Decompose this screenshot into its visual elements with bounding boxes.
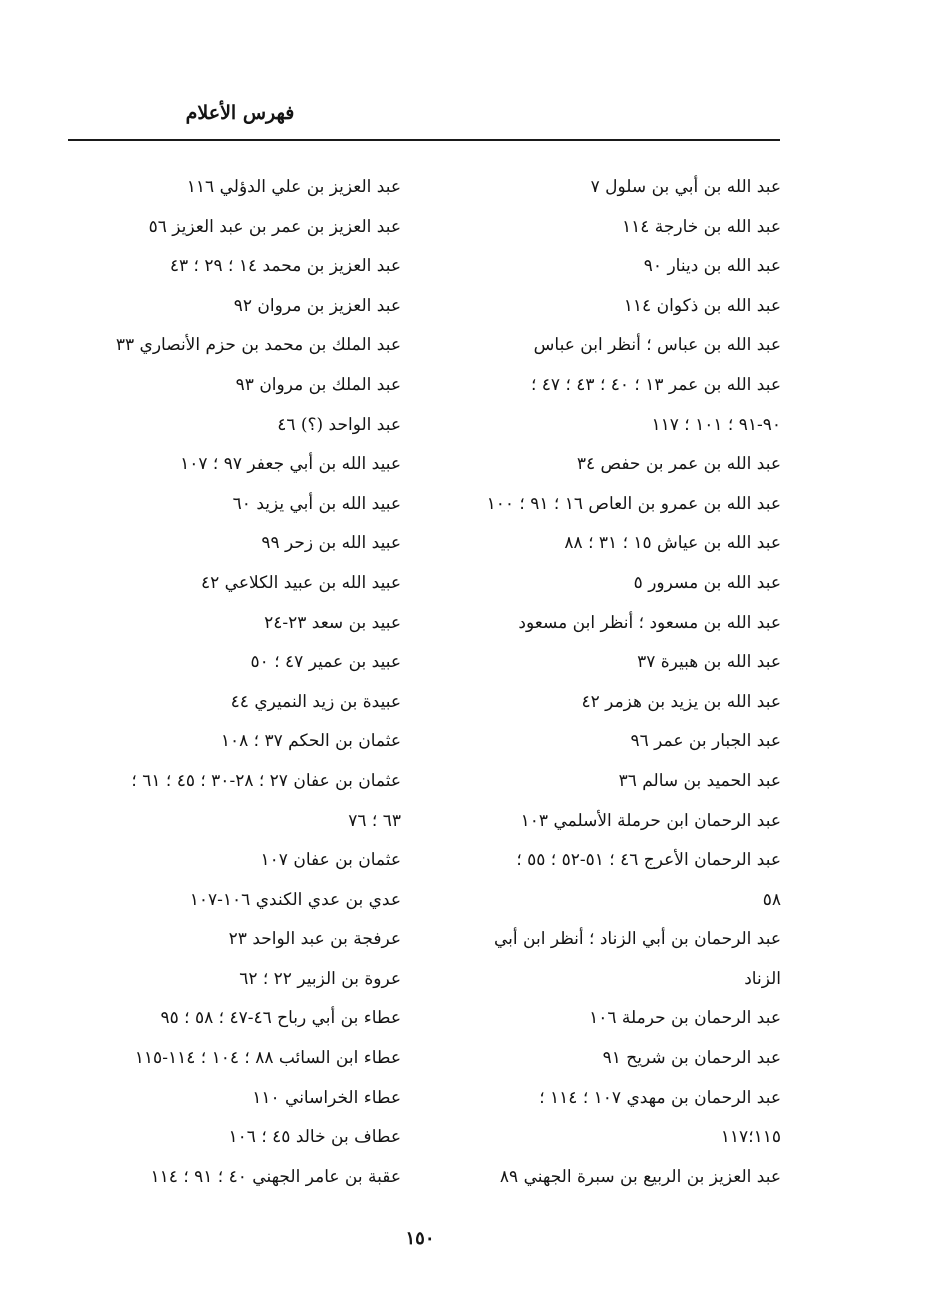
index-entry: عبد الحميد بن سالم ٣٦ [618,770,781,791]
index-entry: ٦٣ ؛ ٧٦ [348,810,401,831]
index-entry: عبد الله بن عمرو بن العاص ١٦ ؛ ٩١ ؛ ١٠٠ [486,493,781,514]
index-entry: عبد الرحمان الأعرج ٤٦ ؛ ٥١-٥٢ ؛ ٥٥ ؛ [516,850,781,871]
index-entry: عبد الله بن خارجة ١١٤ [621,216,781,237]
header-rule [68,139,780,141]
index-entry: عبد الله بن عياش ١٥ ؛ ٣١ ؛ ٨٨ [564,533,781,554]
index-entry: عثمان بن عفان ٢٧ ؛ ٢٨-٣٠ ؛ ٤٥ ؛ ٦١ ؛ [131,770,401,791]
index-entry: ٥٨ [762,889,781,910]
index-entry: عبد الله بن مسعود ؛ أنظر ابن مسعود [518,612,781,633]
index-entry: عروة بن الزبير ٢٢ ؛ ٦٢ [239,968,401,989]
index-entry: عثمان بن الحكم ٣٧ ؛ ١٠٨ [220,731,401,752]
index-entry: عبد الواحد (؟) ٤٦ [277,414,401,435]
index-entry: عطاف بن خالد ٤٥ ؛ ١٠٦ [228,1127,401,1148]
index-entry: عثمان بن عفان ١٠٧ [260,850,401,871]
index-entry: عطاء بن أبي رباح ٤٦-٤٧ ؛ ٥٨ ؛ ٩٥ [160,1008,401,1029]
index-entry: عبيدة بن زيد النميري ٤٤ [230,691,401,712]
index-entry: عبد الجبار بن عمر ٩٦ [630,731,781,752]
index-entry: عبد الله بن أبي بن سلول ٧ [590,177,781,197]
index-entry: عبد العزيز بن عمر بن عبد العزيز ٥٦ [148,216,401,237]
index-entry: عبيد الله بن زحر ٩٩ [261,533,401,554]
index-entry: عبد الله بن عمر بن حفص ٣٤ [576,454,781,475]
index-entry: عطاء ابن السائب ٨٨ ؛ ١٠٤ ؛ ١١٤-١١٥ [134,1048,401,1069]
index-entry: عدي بن عدي الكندي ١٠٦-١٠٧ [189,889,401,910]
index-entry: عبد الله بن عمر ١٣ ؛ ٤٠ ؛ ٤٣ ؛ ٤٧ ؛ [530,374,781,395]
index-entry: عقبة بن عامر الجهني ٤٠ ؛ ٩١ ؛ ١١٤ [150,1166,401,1187]
index-entry: عبد الله بن يزيد بن هزمر ٤٢ [581,691,781,712]
index-entry: عطاء الخراساني ١١٠ [252,1087,401,1108]
index-entry: عبيد بن سعد ٢٣-٢٤ [264,612,401,633]
index-entry: عبد الرحمان بن حرملة ١٠٦ [589,1008,781,1029]
left-column [26,168,401,1197]
right-column [411,168,781,1197]
index-entry: عبد الله بن ذكوان ١١٤ [623,295,781,316]
index-entry: عبيد الله بن أبي يزيد ٦٠ [232,493,401,514]
index-entry: عبد الله بن دينار ٩٠ [643,256,781,277]
index-entry: عبيد الله بن عبيد الكلاعي ٤٢ [200,572,401,593]
index-entry: عرفجة بن عبد الواحد ٢٣ [228,929,401,950]
index-entry: عبد العزيز بن محمد ١٤ ؛ ٢٩ ؛ ٤٣ [169,256,401,277]
index-entry: عبد العزيز بن مروان ٩٢ [233,295,401,316]
index-entry: عبد الرحمان بن مهدي ١٠٧ ؛ ١١٤ ؛ [539,1087,781,1108]
index-entry: عبد الرحمان بن أبي الزناد ؛ أنظر ابن أبي [494,929,781,950]
index-entry: عبد العزيز بن الربيع بن سبرة الجهني ٨٩ [499,1166,781,1187]
index-entry: عبد الملك بن محمد بن حزم الأنصاري ٣٣ [115,335,401,356]
index-entry: ٩٠-٩١ ؛ ١٠١ ؛ ١١٧ [651,414,781,435]
index-entry: الزناد [744,968,781,989]
index-entry: عبد الله بن عباس ؛ أنظر ابن عباس [533,335,781,356]
index-entry: عبد الملك بن مروان ٩٣ [235,374,401,395]
index-entry: عبيد بن عمير ٤٧ ؛ ٥٠ [250,652,401,673]
index-entry: عبيد الله بن أبي جعفر ٩٧ ؛ ١٠٧ [180,454,401,475]
index-entry: عبد الله بن هبيرة ٣٧ [637,652,781,673]
index-entry: ١١٥؛١١٧ [720,1127,781,1148]
page-header-title: فهرس الأعلام [185,102,295,124]
index-entry: عبد الرحمان ابن حرملة الأسلمي ١٠٣ [520,810,781,831]
index-entry: عبد الرحمان بن شريح ٩١ [602,1048,781,1069]
index-entry: عبد العزيز بن علي الدؤلي ١١٦ [186,177,401,197]
page-number: ١٥٠ [405,1228,435,1249]
index-entry: عبد الله بن مسرور ٥ [633,572,781,593]
